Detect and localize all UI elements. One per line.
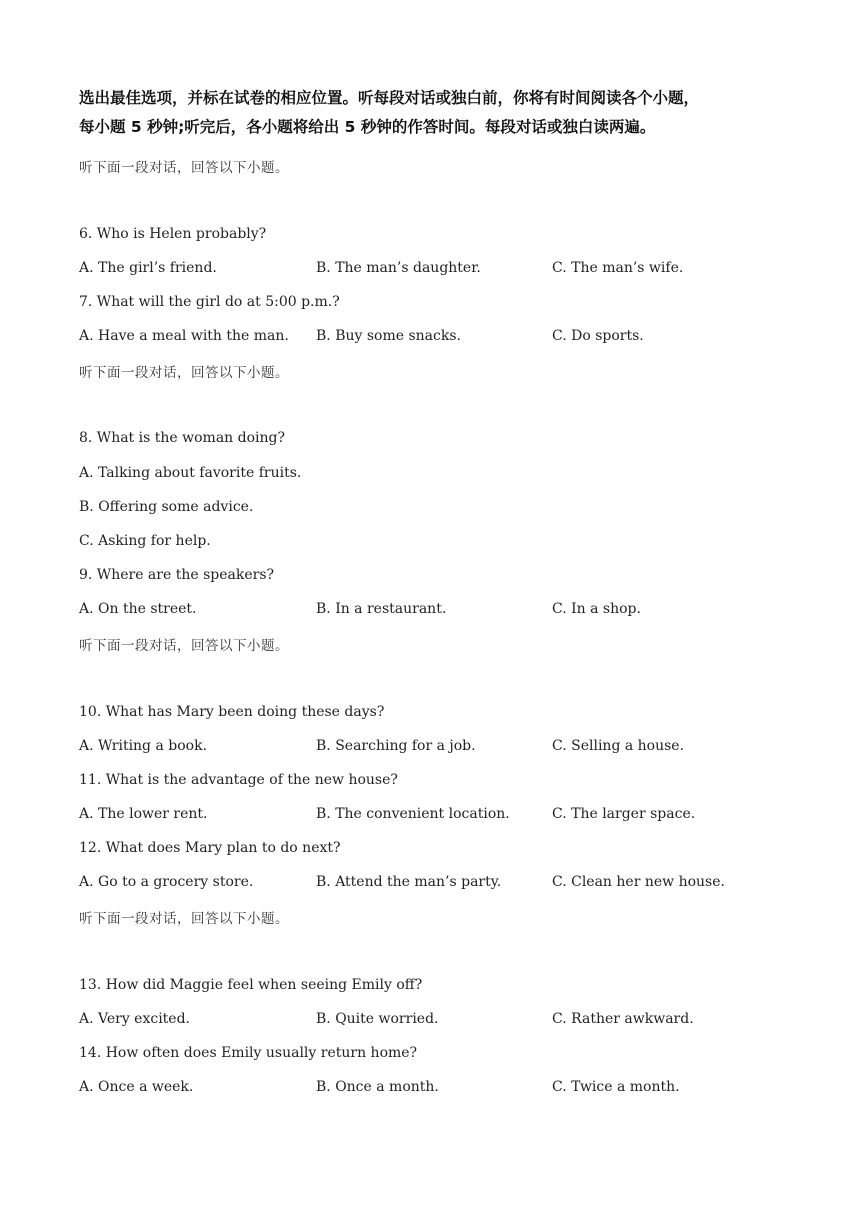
instructions-line-1: 选出最佳选项，并标在试卷的相应位置。听每段对话或独白前，你将有时间阅读各个小题， [79,89,700,107]
section-instructions [79,84,799,142]
q6-option-c: C. The man’s wife. [552,260,684,276]
q11-option-c: C. The larger space. [552,806,696,822]
q8-option-b: B. Offering some advice. [79,499,254,515]
q11-option-b: B. The convenient location. [316,806,510,822]
question-9: 9. Where are the speakers? [79,567,275,583]
question-12: 12. What does Mary plan to do next? [79,840,341,856]
q14-option-a: A. Once a week. [79,1079,194,1095]
q13-option-c: C. Rather awkward. [552,1011,694,1027]
question-13: 13. How did Maggie feel when seeing Emily off? [79,977,423,993]
q9-option-b: B. In a restaurant. [316,601,447,617]
q6-option-a: A. The girl’s friend. [79,260,217,276]
q14-option-b: B. Once a month. [316,1079,439,1095]
q9-option-a: A. On the street. [79,601,197,617]
question-11: 11. What is the advantage of the new house? [79,772,398,788]
q7-option-c: C. Do sports. [552,328,644,344]
q9-option-c: C. In a shop. [552,601,641,617]
q14-option-c: C. Twice a month. [552,1079,680,1095]
q7-option-b: B. Buy some snacks. [316,328,461,344]
question-10: 10. What has Mary been doing these days? [79,704,385,720]
q11-option-a: A. The lower rent. [79,806,208,822]
q12-option-a: A. Go to a grocery store. [79,874,254,890]
q7-option-a: A. Have a meal with the man. [79,328,289,344]
instructions-line-2: 每小题 5 秒钟;听完后，各小题将给出 5 秒钟的作答时间。每段对话或独白读两遍。 [79,118,656,136]
listening-note: 听下面一段对话，回答以下小题。 [79,160,289,176]
q12-option-c: C. Clean her new house. [552,874,725,890]
q8-option-c: C. Asking for help. [79,533,211,549]
q8-option-a: A. Talking about favorite fruits. [79,465,302,481]
q13-option-a: A. Very excited. [79,1011,190,1027]
q13-option-b: B. Quite worried. [316,1011,439,1027]
question-14: 14. How often does Emily usually return home? [79,1045,418,1061]
q6-option-b: B. The man’s daughter. [316,260,481,276]
listening-note: 听下面一段对话，回答以下小题。 [79,638,289,654]
listening-note: 听下面一段对话，回答以下小题。 [79,911,289,927]
q10-option-c: C. Selling a house. [552,738,685,754]
question-8: 8. What is the woman doing? [79,430,285,446]
q10-option-b: B. Searching for a job. [316,738,476,754]
listening-note: 听下面一段对话，回答以下小题。 [79,365,289,381]
q12-option-b: B. Attend the man’s party. [316,874,502,890]
question-6: 6. Who is Helen probably? [79,226,267,242]
question-7: 7. What will the girl do at 5:00 p.m.? [79,294,340,310]
q10-option-a: A. Writing a book. [79,738,208,754]
